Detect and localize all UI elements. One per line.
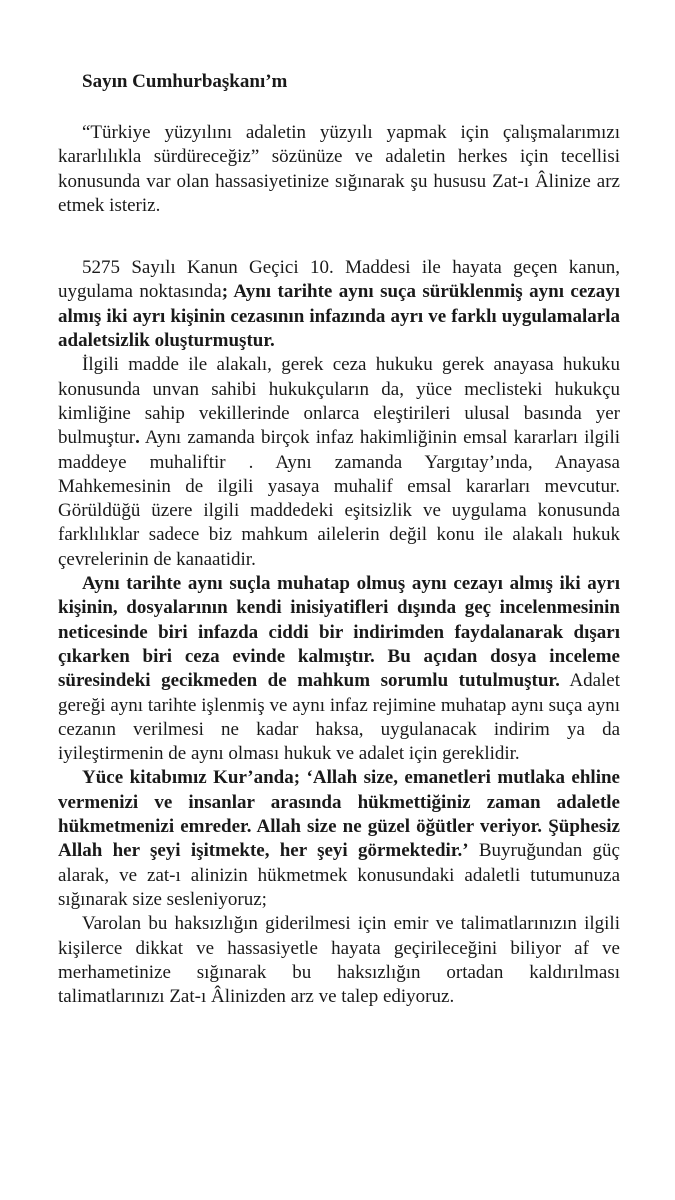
paragraph-inequality-text: Adalet gereği aynı tarihte işlenmiş ve aynı infaz rejimine muhatap aynı suça aynı cezanın verilmesi ne kadar haksa, uygulanacak indirim ya da iyileştirmenin de aynı olması hukuk ve adalet için gereklidir. [58, 670, 621, 765]
letter-salutation: Sayın Cumhurbaşkanı’m [82, 71, 288, 92]
paragraph-inequality-emphasis: Aynı tarihte aynı suçla muhatap olmuş aynı cezayı almış iki ayrı kişinin, dosyalarının kendi inisiyatifleri dışında geç incelenmesinin neticesinde biri infazda ciddi bir indirimden faydalanarak dışarı çıkarken biri ceza evinde kalmıştır. Bu açıdan dosya inceleme süresindeki gecikmeden de mahkum sorumlu tutulmuştur. [58, 573, 620, 692]
paragraph-criticism-period: . [135, 427, 140, 449]
paragraph-quran-text: Buyruğundan güç alarak, ve zat-ı alinizin hükmetmek konusundaki adaletli tutumunuza sığınarak size sesleniyoruz; [58, 840, 620, 910]
paragraph-criticism-text-2: Aynı zamanda birçok infaz hakimliğinin emsal kararları ilgili maddeye muhaliftir . Aynı zamanda Yargıtay’ında, Anayasa Mahkemesinin de ilgili yasaya muhalif emsal kararları mevcutur. Görüldüğü üzere ilgili maddedeki eşitsizlik ve uygulama konusunda farklılıklar sadece biz mahkum ailelerin değil konu ile alakalı hukuk çevrelerinin de kanaatidir. [58, 427, 620, 570]
paragraph-law [58, 256, 620, 353]
paragraph-law-emphasis: ; Aynı tarihte aynı suça sürüklenmiş aynı cezayı almış iki ayrı kişinin cezasının infazında ayrı ve farklı uygulamalarla adaletsizlik oluşturmuştur. [58, 281, 620, 352]
paragraph-request [58, 912, 620, 1009]
paragraph-criticism-text-1: İlgili madde ile alakalı, gerek ceza hukuku gerek anayasa hukuku konusunda unvan sahibi hukukçuların da, yüce meclisteki hukukçu kimliğine sahip vekillerinde onlarca eleştirileri ulusal basında yer bulmuştur [58, 354, 620, 449]
paragraph-request-text: Varolan bu haksızlığın giderilmesi için emir ve talimatlarınızın ilgili kişilerce dikkat ve hassasiyetle hayata geçirileceğini biliyor af ve merhametinize sığınarak bu haksızlığın ortadan kaldırılması talimatlarınızı Zat-ı Âlinizden arz ve talep ediyoruz. [58, 913, 620, 1008]
paragraph-intro [58, 121, 620, 218]
paragraph-law-text: 5275 Sayılı Kanun Geçici 10. Maddesi ile hayata geçen kanun, uygulama noktasında [58, 257, 620, 303]
paragraph-intro-text: “Türkiye yüzyılını adaletin yüzyılı yapmak için çalışmalarımızı kararlılıkla sürdüreceğiz” sözünüze ve adaletin herkes için tecellisi konusunda var olan hassasiyetinize sığınarak şu hususu Zat-ı Âlinize arz etmek isteriz. [58, 122, 620, 216]
paragraph-inequality [58, 572, 620, 766]
paragraph-quran-quote: Yüce kitabımız Kur’anda; ‘Allah size, emanetleri mutlaka ehline vermenizi ve insanlar arasında hükmettiğiniz zaman adaletle hükmetmenizi emreder. Allah size ne güzel öğütler veriyor. Şüphesiz Allah her şeyi işitmekte, her şeyi görmektedir.’ [58, 767, 620, 862]
paragraph-quran [58, 766, 620, 912]
paragraph-criticism [58, 353, 620, 572]
